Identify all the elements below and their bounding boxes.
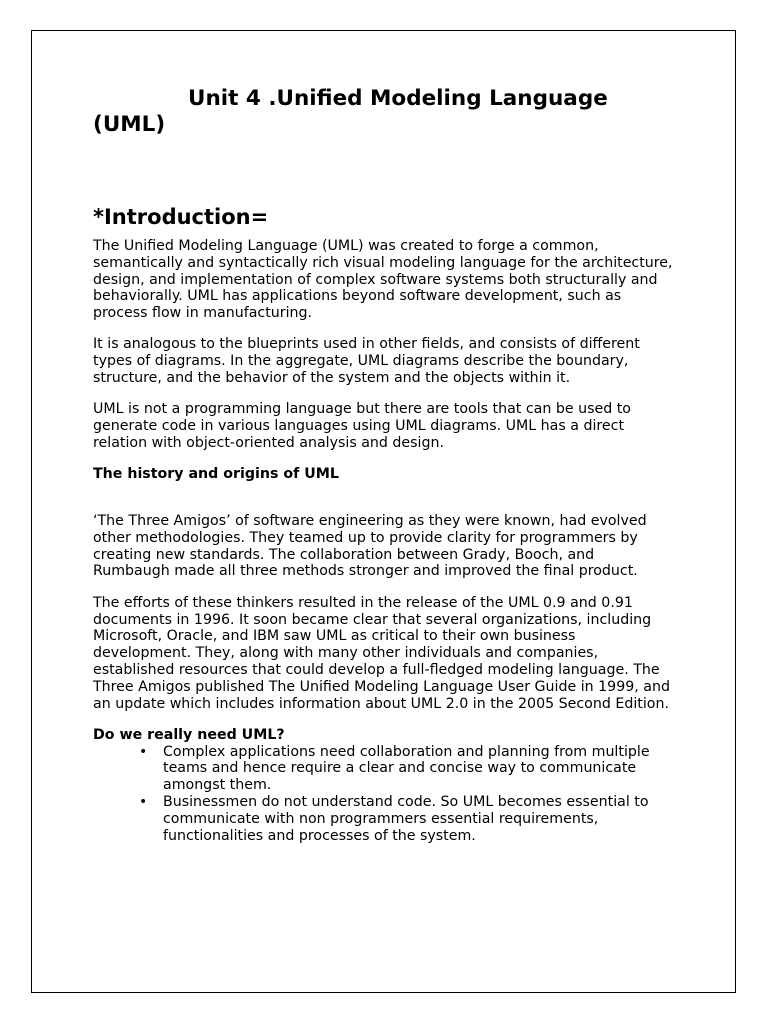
list-item — [139, 794, 673, 844]
history-paragraph: The efforts of these thinkers resulted in the release of the UML 0.9 and 0.91 documents in 1996. It soon became clear that several organizations, including Microsoft, Oracle, and IBM saw UML as critical to their own business development. They, along with many other individuals and companies, established resources that could develop a full-fledged modeling language. The Three Amigos published The Unified Modeling Language User Guide in 1999, and an update which includes information about UML 2.0 in the 2005 Second Edition. — [93, 594, 670, 712]
history-paragraph: ‘The Three Amigos’ of software engineering as they were known, had evolved other methodologies. They teamed up to provide clarity for programmers by creating new standards. The collaboration between Grady, Booch, and Rumbaugh made all three methods stronger and improved the final product. — [93, 513, 647, 580]
list-item-text: Complex applications need collaboration and planning from multiple teams and hence require a clear and concise way to communicate amongst them. — [163, 743, 650, 794]
list-item-text: Businessmen do not understand code. So UML becomes essential to communicate with non programmers essential requirements, functionalities and processes of the system. — [163, 794, 649, 844]
intro-paragraph: It is analogous to the blueprints used in other fields, and consists of different types of diagrams. In the aggregate, UML diagrams describe the boundary, structure, and the behavior of the system and the objects within it. — [93, 336, 640, 387]
need-uml-list — [93, 744, 673, 845]
bullet-icon: • — [139, 794, 148, 811]
list-item — [139, 743, 673, 794]
need-uml-heading: Do we really need UML? — [93, 726, 285, 743]
intro-paragraph: UML is not a programming language but there are tools that can be used to generate code in various languages using UML diagrams. UML has a direct relation with object-oriented analysis and design. — [93, 401, 631, 451]
introduction-heading: *Introduction= — [93, 205, 269, 229]
document-body — [93, 86, 673, 844]
history-heading: The history and origins of UML — [93, 466, 339, 483]
intro-paragraph: The Unified Modeling Language (UML) was created to forge a common, semantically and syntactically rich visual modeling language for the architecture, design, and implementation of complex software systems both structurally and behaviorally. UML has applications beyond software development, such as process flow in manufacturing. — [93, 238, 673, 322]
bullet-icon: • — [139, 743, 148, 760]
document-title: Unit 4 .Unified Modeling Language (UML) — [93, 86, 608, 137]
